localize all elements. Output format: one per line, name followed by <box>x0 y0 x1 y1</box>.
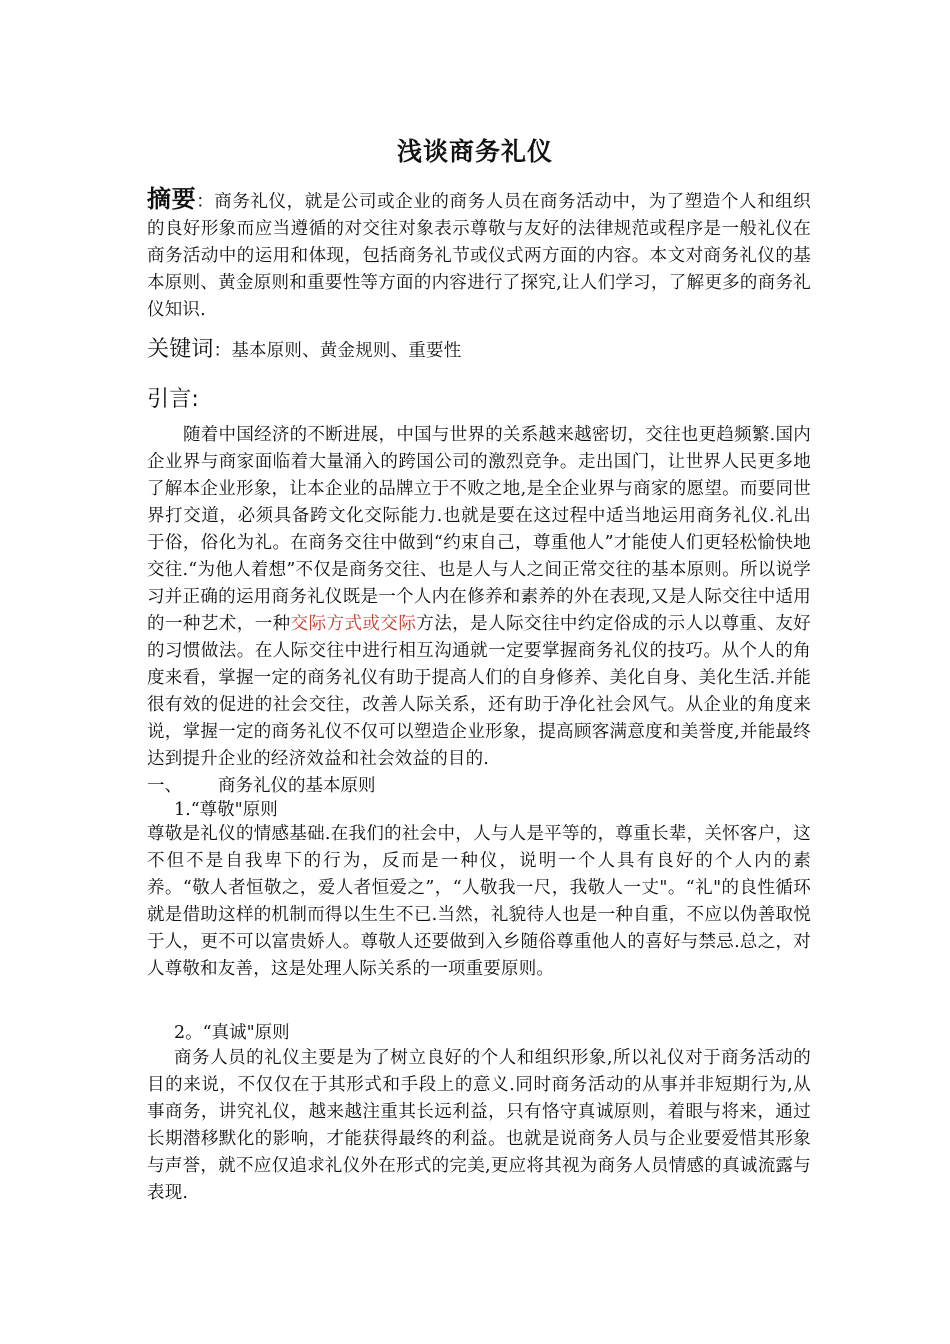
intro-text-after: 方法，是人际交往中约定俗成的示人以尊重、友好的习惯做法。在人际交往中进行相互沟通就一定要掌握商务礼仪的技巧。从个人的角度来看，掌握一定的商务礼仪有助于提高人们的自身修养、美化自身、美化生活.并能很有效的促进的社会交往，改善人际关系，还有助于净化社会风气。从企业的角度来说，掌握一定的商务礼仪不仅可以塑造企业形象，提高顾客满意度和美誉度,并能最终达到提升企业的经济效益和社会效益的目的. <box>147 614 811 769</box>
section-1-title: 商务礼仪的基本原则 <box>218 776 376 796</box>
document-title: 浅谈商务礼仪 <box>396 137 553 166</box>
keywords-separator: ： <box>213 341 232 361</box>
intro-paragraph <box>147 422 811 773</box>
intro-heading: 引言: <box>147 387 200 412</box>
abstract-label: 摘要 <box>147 185 197 213</box>
item-2-heading: 2。“真诚"原则 <box>174 1023 290 1043</box>
abstract-separator: ： <box>196 192 215 212</box>
keywords-text: 基本原则、黄金规则、重要性 <box>231 341 462 361</box>
keywords-paragraph <box>147 336 811 365</box>
item-1-heading: 1.“尊敬"原则 <box>174 800 278 820</box>
keywords-label: 关键词 <box>147 337 214 362</box>
item-2-paragraph: 商务人员的礼仪主要是为了树立良好的个人和组织形象,所以礼仪对于商务活动的目的来说，不仅仅在于其形式和手段上的意义.同时商务活动的从事并非短期行为,从事商务，讲究礼仪，越来越注重其长远利益，只有恪守真诚原则，着眼与将来，通过长期潜移默化的影响，才能获得最终的利益。也就是说商务人员与企业要爱惜其形象与声誉，就不应仅追求礼仪外在形式的完美,更应将其视为商务人员情感的真诚流露与表现. <box>147 1048 811 1203</box>
item-1-paragraph: 尊敬是礼仪的情感基础.在我们的社会中，人与人是平等的，尊重长辈，关怀客户，这不但不是自我卑下的行为，反而是一种仪，说明一个人具有良好的个人内的素养。“敬人者恒敬之，爱人者恒爱之”，“人敬我一尺，我敬人一丈"。“礼"的良性循环就是借助这样的机制而得以生生不已.当然，礼貌待人也是一种自重，不应以伪善取悦于人，更不可以富贵娇人。尊敬人还要做到入乡随俗尊重他人的喜好与禁忌.总之，对人尊敬和友善，这是处理人际关系的一项重要原则。 <box>147 824 811 979</box>
intro-highlight-text: 交际方式或交际 <box>290 614 417 634</box>
section-1-number: 一、 <box>147 776 182 796</box>
section-1-heading <box>147 773 376 800</box>
abstract-paragraph <box>147 186 811 324</box>
abstract-text: 商务礼仪，就是公司或企业的商务人员在商务活动中，为了塑造个人和组织的良好形象而应当遵循的对交往对象表示尊敬与友好的法律规范或程序是一般礼仪在商务活动中的运用和体现，包括商务礼节或仪式两方面的内容。本文对商务礼仪的基本原则、黄金原则和重要性等方面的内容进行了探究,让人们学习，了解更多的商务礼仪知识. <box>147 192 811 320</box>
intro-text-before: 随着中国经济的不断进展，中国与世界的关系越来越密切，交往也更趋频繁.国内企业界与商家面临着大量涌入的跨国公司的激烈竞争。走出国门，让世界人民更多地了解本企业形象，让本企业的品牌立于不败之地,是全企业界与商家的愿望。而要同世界打交道，必须具备跨文化交际能力.也就是要在这过程中适当地运用商务礼仪.礼出于俗，俗化为礼。在商务交往中做到“约束自己，尊重他人”才能使人们更轻松愉快地交往.“为他人着想”不仅是商务交往、也是人与人之间正常交往的基本原则。所以说学习并正确的运用商务礼仪既是一个人内在修养和素养的外在表现,又是人际交往中适用的一种艺术，一种 <box>147 425 811 634</box>
